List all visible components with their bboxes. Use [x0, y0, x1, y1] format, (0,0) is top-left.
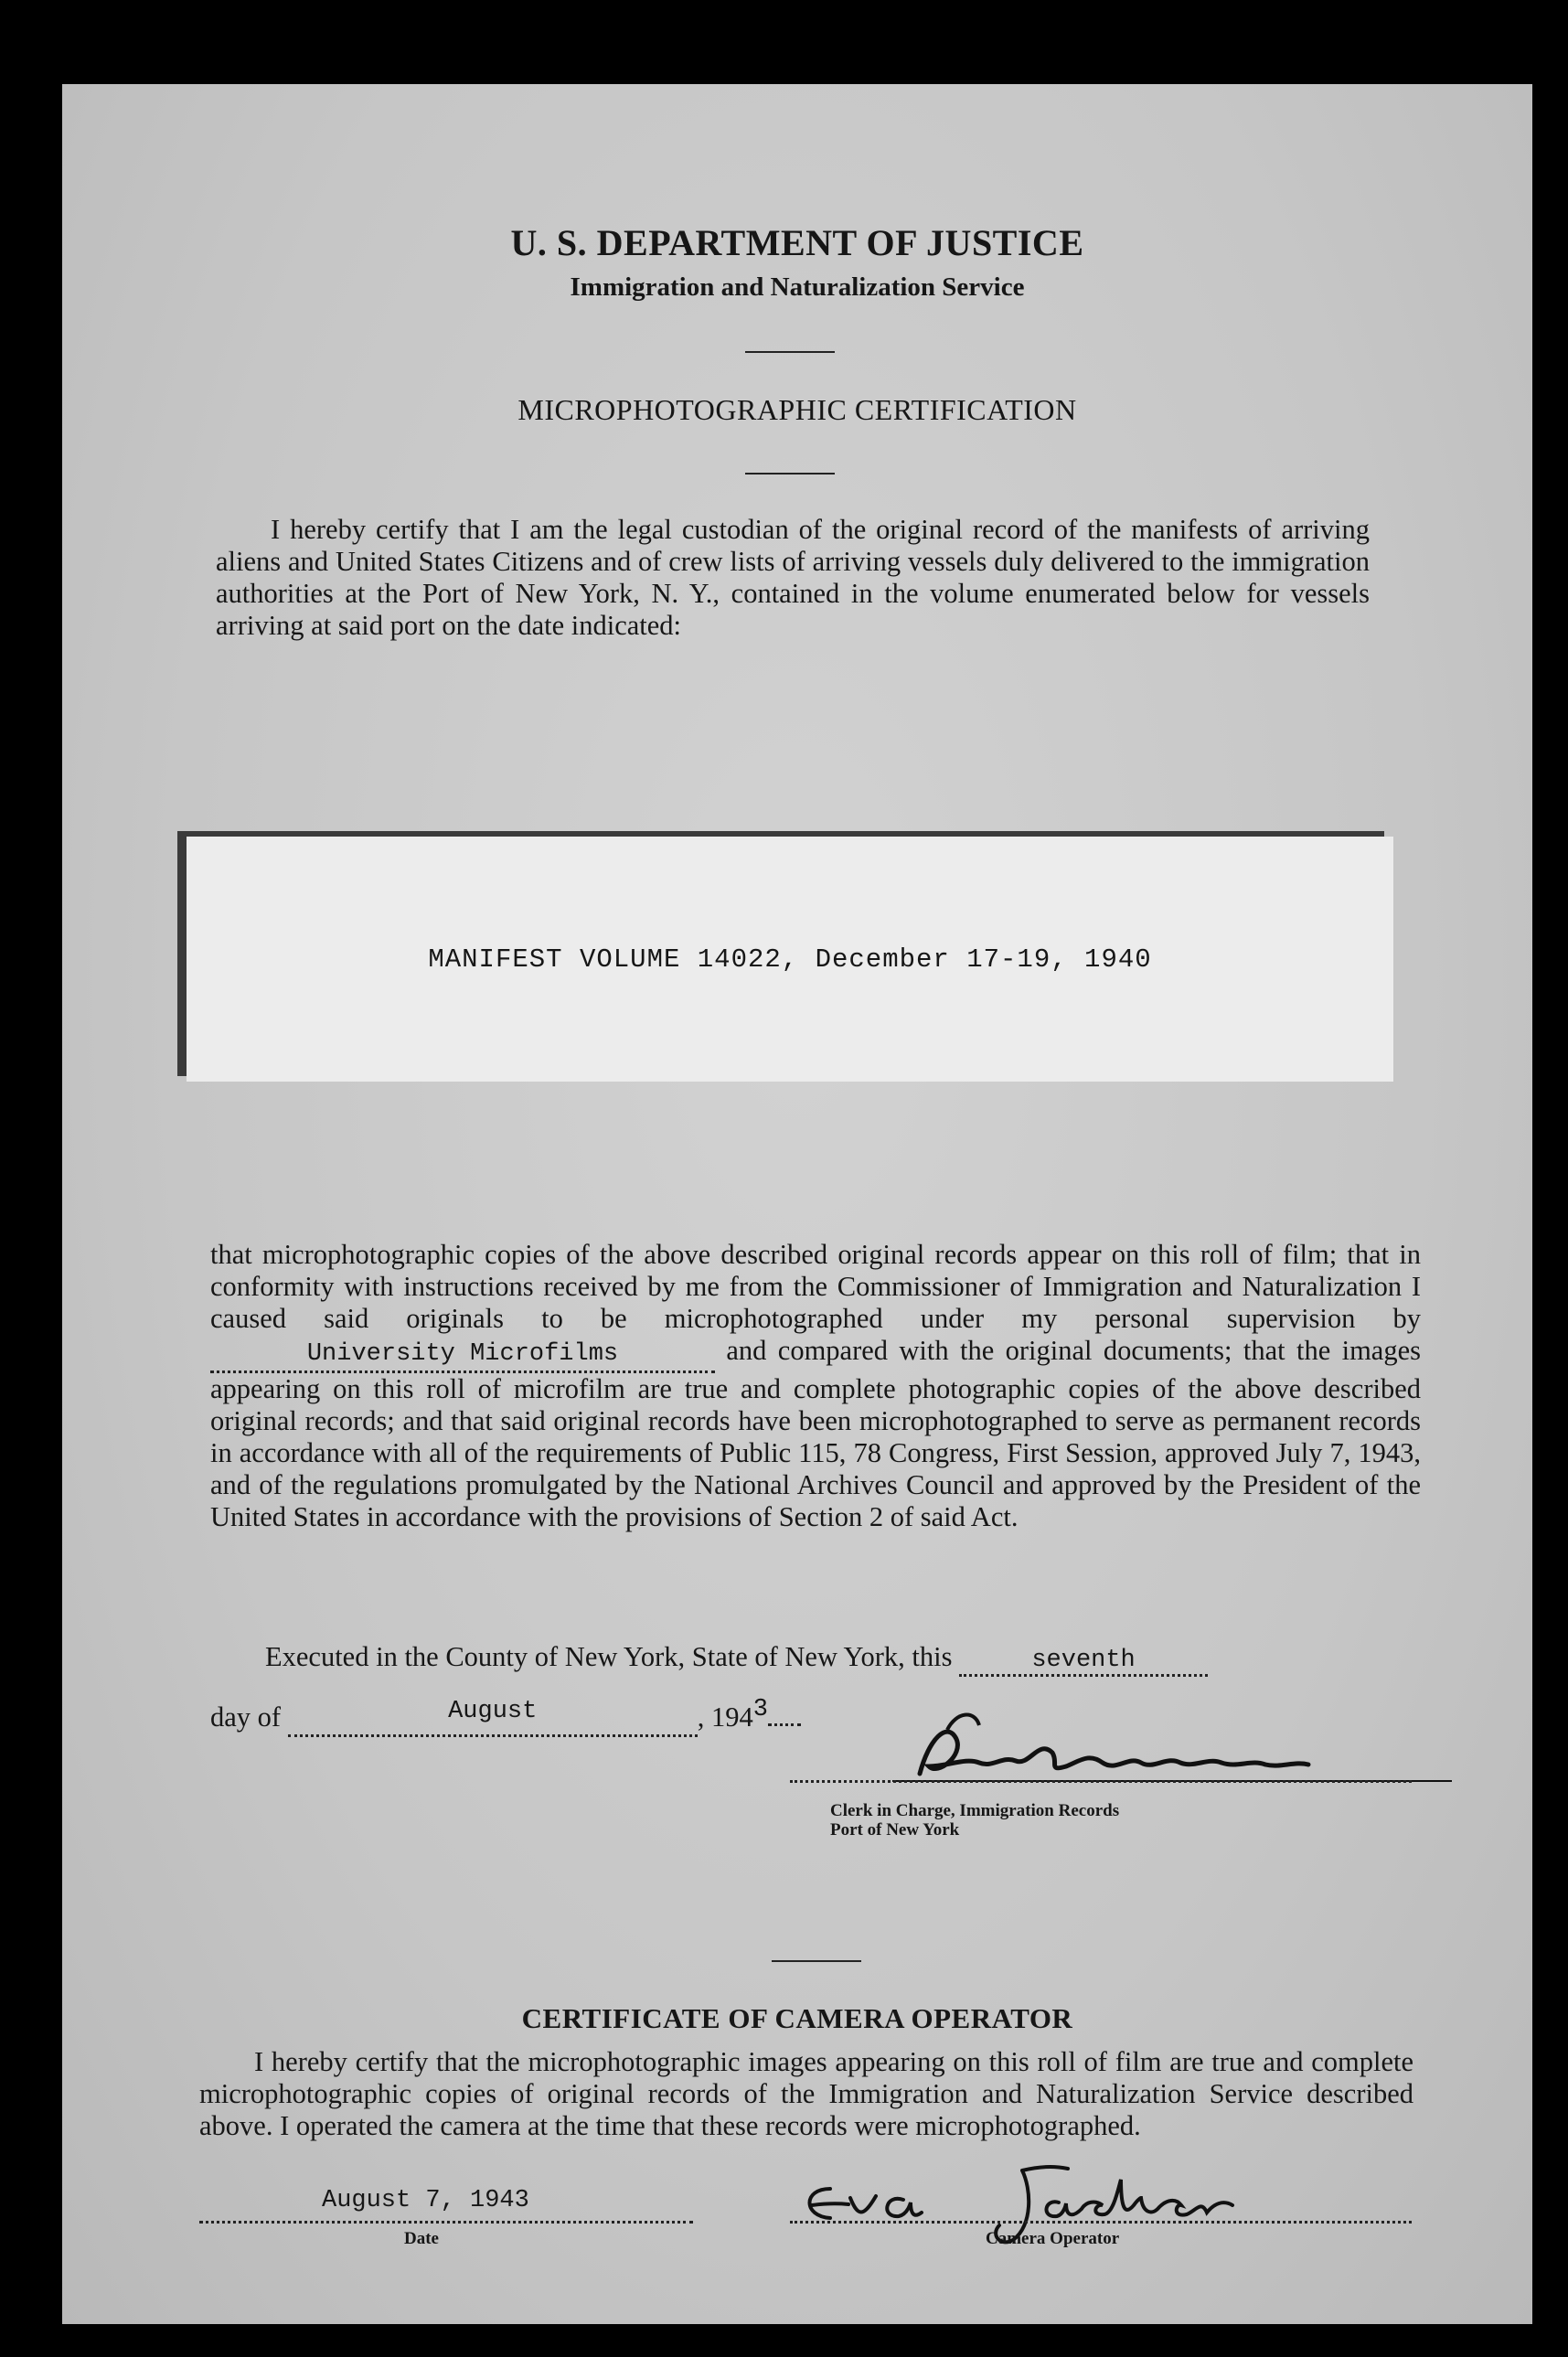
divider: [745, 473, 835, 475]
certificate-page: [62, 84, 1532, 2324]
year-prefix: , 194: [697, 1701, 753, 1733]
operator-signature-line: [790, 2221, 1412, 2224]
month-field: [288, 1698, 698, 1737]
certification-body: [210, 1239, 1421, 1533]
document-title: MICROPHOTOGRAPHIC CERTIFICATION: [517, 393, 1077, 426]
executed-day-value: seventh: [1031, 1647, 1136, 1674]
day-of-line: [210, 1696, 801, 1737]
operator-signature-text: [62, 84, 63, 85]
executed-day-field: [959, 1641, 1208, 1677]
certification-body-before: that microphotographic copies of the above described original records appear on this roll of film; that in conformity with instructions received by me from the Commissioner of Immigration and Naturalization I caused said originals to be microphotographed under my personal supervision by: [210, 1239, 1421, 1334]
divider: [772, 1960, 861, 1962]
service-subheading: Immigration and Naturalization Service: [570, 272, 1025, 302]
manifest-volume-slip: [187, 837, 1393, 1082]
manifest-volume-label: MANIFEST VOLUME 14022, December 17-19, 1940: [428, 944, 1152, 975]
signer-title-line1: Clerk in Charge, Immigration Records: [830, 1801, 1120, 1820]
signer-title-line2: Port of New York: [830, 1820, 960, 1840]
date-label: Date: [404, 2229, 439, 2248]
executed-line: [265, 1641, 1208, 1677]
clerk-signature-line: [790, 1780, 1412, 1783]
camera-operator-statement: I hereby certify that the microphotographic images appearing on this roll of film are true and complete microphotographic copies of original records of the Immigration and Naturalization Service described above. I operated the camera at the time that these records were microphotographed.: [199, 2046, 1413, 2141]
certification-body-after: and compared with the original documents; that the images appearing on this roll of microfilm are true and complete photographic copies of the above described original records; and that said original records have been microphotographed to serve as permanent records in accordance with all of the requirements of Public 115, 78 Congress, First Session, approved July 7, 1943, and of the regulations promulgated by the National Archives Council and approved by the President of the United States in accordance with the provisions of Section 2 of said Act.: [210, 1335, 1421, 1532]
certification-intro: I hereby certify that I am the legal custodian of the original record of the manifests of arriving aliens and United States Citizens and of crew lists of arriving vessels duly delivered to the immigration authorities at the Port of New York, N. Y., contained in the volume enumerated below for vessels arriving at said port on the date indicated:: [216, 514, 1370, 641]
executed-text: Executed in the County of New York, State of New York, this: [265, 1641, 953, 1672]
year-digit: 3: [752, 1696, 768, 1723]
supervisor-value: University Microfilms: [306, 1340, 619, 1368]
divider: [745, 351, 835, 353]
day-of-label: day of: [210, 1701, 282, 1733]
date-field: [199, 2221, 693, 2224]
department-heading: U. S. DEPARTMENT OF JUSTICE: [510, 222, 1084, 263]
camera-operator-label: Camera Operator: [986, 2229, 1120, 2248]
clerk-signature: [892, 1702, 1459, 1803]
month-value: August: [448, 1698, 538, 1725]
year-dots: [768, 1723, 801, 1726]
camera-operator-title: CERTIFICATE OF CAMERA OPERATOR: [521, 2002, 1073, 2034]
signer-title: [830, 1801, 1119, 1840]
date-value: August 7, 1943: [322, 2187, 529, 2214]
supervisor-field: [210, 1335, 715, 1373]
